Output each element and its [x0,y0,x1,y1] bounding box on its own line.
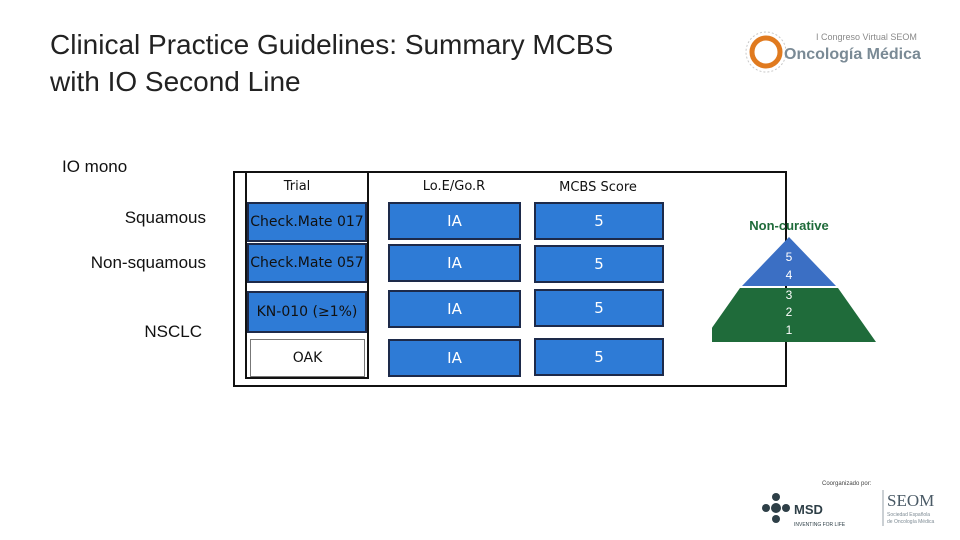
msd-wordmark: MSD [794,502,823,517]
seom-wordmark: SEOM [887,491,935,510]
trial-cell: OAK [250,339,365,377]
congress-name: Oncología Médica [784,46,921,63]
seom-subtitle-2: de Oncología Médica [887,519,935,525]
loe-cell: IA [388,244,521,282]
msd-mark-icon [762,493,790,523]
row-label-squamous: Squamous [124,208,206,227]
mcbs-cell: 5 [534,245,664,283]
pyramid-level: 3 [785,288,793,302]
mcbs-cell: 5 [534,202,664,240]
organized-by-label: Coorganizado por: [822,481,872,487]
trial-cell: KN-010 (≥1%) [247,291,367,333]
row-label-nsclc: NSCLC [144,322,202,341]
logo-ring-icon [746,32,786,72]
congress-logo [744,22,944,82]
pyramid-label: Non-curative [749,218,829,233]
trial-cell: Check.Mate 057 [247,243,367,283]
slide-title-line-1: Clinical Practice Guidelines: Summary MCBS [50,29,614,60]
msd-tagline: INVENTING FOR LIFE [794,522,846,528]
loe-cell: IA [388,202,521,240]
header-mcbs: MCBS Score [559,180,637,195]
mcbs-cell: 5 [534,338,664,376]
section-label: IO mono [62,157,128,176]
slide-title [50,26,750,100]
loe-cell: IA [388,290,521,328]
congress-header: I Congreso Virtual SEOM [816,32,917,42]
row-label-non-squamous: Non-squamous [90,253,206,272]
mcbs-pyramid [712,210,892,350]
pyramid-level: 4 [785,268,793,282]
pyramid-level: 1 [785,323,793,337]
header-trial: Trial [283,179,311,194]
msd-logo [762,490,872,530]
seom-logo [882,488,954,530]
slide-title-line-2: with IO Second Line [50,66,301,97]
trial-cell: Check.Mate 017 [247,202,367,242]
loe-cell: IA [388,339,521,377]
header-loe: Lo.E/Go.R [422,179,486,194]
pyramid-level: 5 [785,250,793,264]
mcbs-cell: 5 [534,289,664,327]
pyramid-bottom-tier [712,288,876,342]
pyramid-level: 2 [785,305,793,319]
seom-subtitle-1: Sociedad Española [887,512,931,518]
